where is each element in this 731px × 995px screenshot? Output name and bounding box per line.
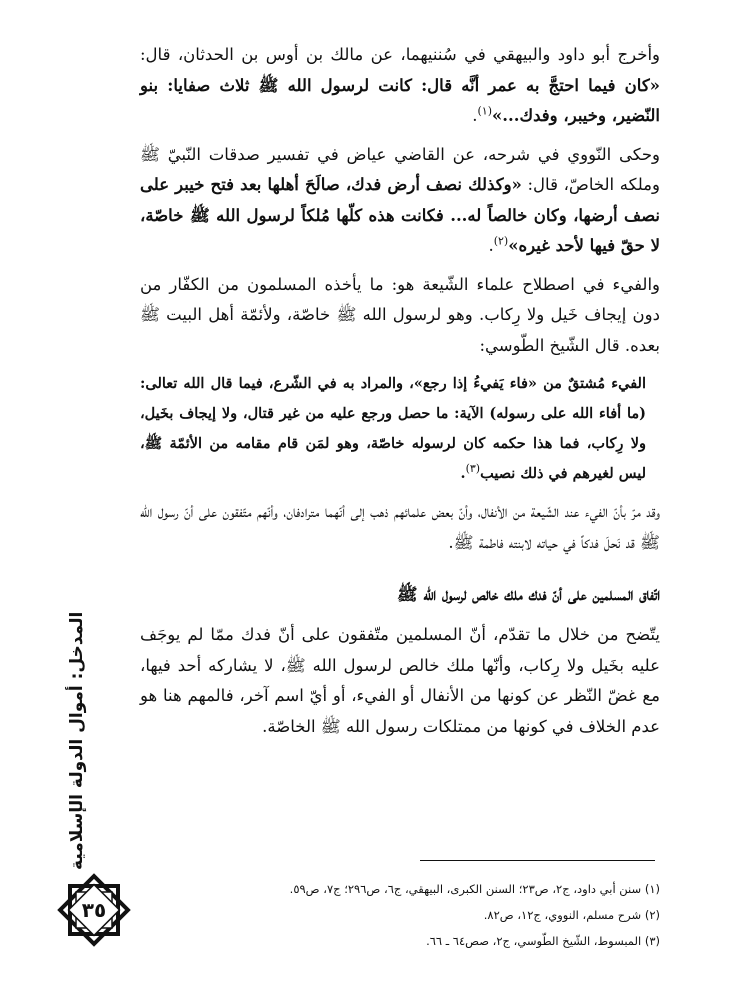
paragraph-4: وقد مرّ بأنّ الفيء عند الشّيعة من الأنفال، وأنّ بعض علمائهم ذهب إلى أنّهما مترادفان، وأنّهم متّفقون على أنّ رسول الله ﷺ قد نَحلَ فدكاً في حياته لابنته فاطمة ﷺ.: [140, 502, 660, 552]
page-number: ٣٥: [81, 898, 107, 922]
footnote-ref-2[interactable]: (٢): [493, 234, 509, 248]
paragraph-2-quote: «وكذلك نصف أرض فدك، صالَحَ أهلها بعد فتح خيبر على نصف أرضها، وكان خالصاً له... فكانت هذه كلّها مُلكاً لرسول الله ﷺ خاصّة، لا حقّ فيها لأحد غيره»: [140, 175, 660, 255]
paragraph-5: يتّضح من خلال ما تقدّم، أنّ المسلمين متّفقون على أنّ فدك ممّا لم يوجَف عليه بخَيل ولا رِكاب، وأنّها ملك خالص لرسول الله ﷺ، لا يشاركه أحد فيها، مع غضّ النّظر عن كونها من الأنفال أو الفيء، أو أيّ اسم آخر، فالمهم هنا هو عدم الخلاف في كونها من ممتلكات رسول الله ﷺ الخاصّة.: [140, 625, 660, 736]
footnote-2: (٢) شرح مسلم، النووي، ج١٢، ص٨٢.: [483, 908, 660, 922]
paragraph-2: وحكى النّووي في شرحه، عن القاضي عياض في تفسير صدقات النّبيّ ﷺ وملكه الخاصّ، قال: «وكذلك نصف أرض فدك، صالَحَ أهلها بعد فتح خيبر على نصف أرضها، وكان خالصاً له... فكانت هذه كلّها مُلكاً لرسول الله ﷺ خاصّة، لا حقّ فيها لأحد غيره»$^{(٢)}$.: [140, 144, 660, 255]
section-heading: اتّفاق المسلمين على أنّ فدك ملك خالص لرسول الله ﷺ: [396, 585, 660, 605]
paragraph-2-intro: وحكى النّووي في شرحه، عن القاضي عياض في تفسير صدقات النّبيّ ﷺ وملكه الخاصّ، قال:: [140, 144, 660, 194]
running-side-title: المدخل: أموال الدولة الإسلامية: [67, 611, 87, 870]
paragraph-1: وأخرج أبو داود والبيهقي في سُننيهما، عن مالك بن أوس بن الحدثان، قال: «كان فيما احتجَّ به عمر أنَّه قال: كانت لرسول الله ﷺ ثلاث صفايا: بنو النّضير، وخيبر، وفدك...»$^{(١)}$.: [140, 45, 660, 125]
footnote-divider: [420, 860, 655, 861]
footnote-1: (١) سنن أبي داود، ج٢، ص٢٣؛ السنن الكبرى، البيهقي، ج٦، ص٢٩٦؛ ج٧، ص٥٩.: [289, 882, 660, 896]
footnote-ref-1[interactable]: (١): [477, 104, 492, 118]
main-text: [140, 40, 660, 750]
paragraph-1-intro: وأخرج أبو داود والبيهقي في سُننيهما، عن مالك بن أوس بن الحدثان، قال:: [140, 45, 660, 64]
footnote-ref-3[interactable]: (٣): [465, 462, 481, 476]
page-number-badge: [54, 870, 134, 950]
tusi-quote-text: الفيء مُشتقٌ من «فاء يَفيءُ إذا رجع»، والمراد به في الشّرع، فيما قال الله تعالى: (ما أفاء الله على رسوله) الآية: ما حصل ورجع عليه من غير قتال، ولا إيجاف بخَيل، ولا رِكاب، فما هذا حكمه كان لرسوله خاصّة، وهو لمَن قام مقامه من الأئمّة ﷺ، ليس لغيرهم في ذلك نصيب: [140, 375, 646, 482]
paragraph-3: والفيء في اصطلاح علماء الشّيعة هو: ما يأخذه المسلمون من الكفّار من دون إيجاف خَيل ولا رِكاب. وهو لرسول الله ﷺ خاصّة، ولأئمّة أهل البيت ﷺ بعده. قال الشّيخ الطّوسي:: [140, 274, 660, 355]
paragraph-1-quote: «كان فيما احتجَّ به عمر أنَّه قال: كانت لرسول الله ﷺ ثلاث صفايا: بنو النّضير، وخيبر، وفدك...»: [140, 75, 660, 125]
footnote-3: (٣) المبسوط، الشّيخ الطّوسي، ج٢، صص٦٤ ـ ٦٦.: [426, 934, 660, 948]
tusi-quote-block: الفيء مُشتقٌ من «فاء يَفيءُ إذا رجع»، والمراد به في الشّرع، فيما قال الله تعالى: (ما أفاء الله على رسوله) الآية: ما حصل ورجع عليه من غير قتال، ولا إيجاف بخَيل، ولا رِكاب، فما هذا حكمه كان لرسوله خاصّة، وهو لمَن قام مقامه من الأئمّة ﷺ، ليس لغيرهم في ذلك نصيب$^{(٣)}$.: [140, 375, 646, 482]
footnotes: [140, 876, 660, 954]
